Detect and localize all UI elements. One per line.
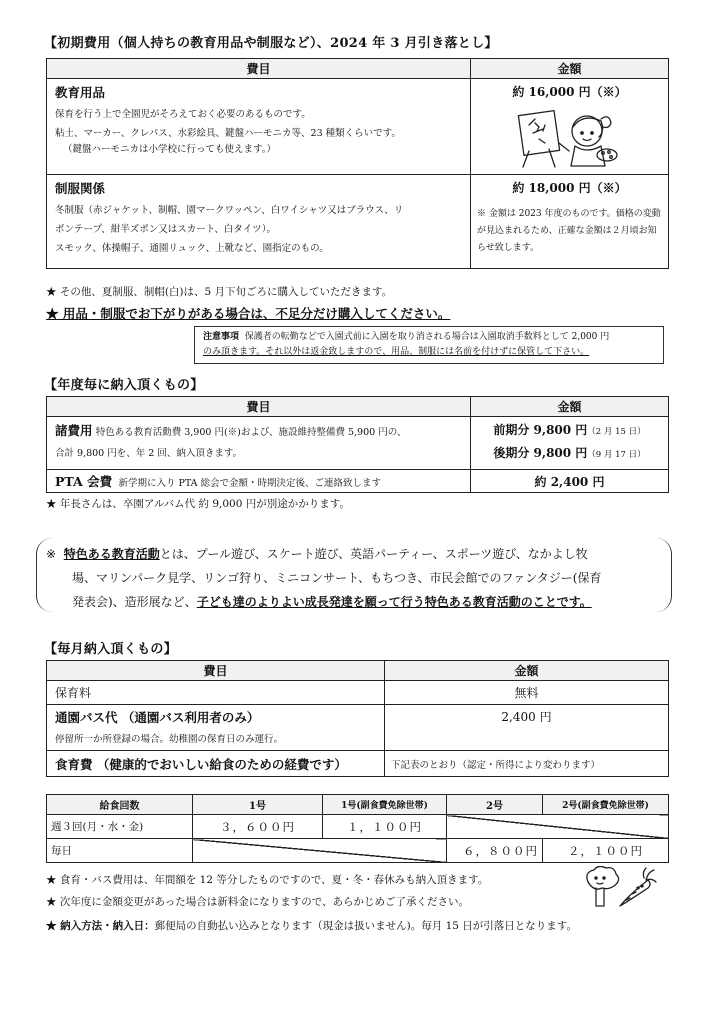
food: 食育費 （健康的でおいしい給食のための経費です） — [47, 751, 385, 777]
uniform-amount: 約 18,000 円（※） — [512, 181, 627, 195]
caution-box — [194, 326, 664, 364]
yearly-col-amount: 金額 — [471, 397, 669, 417]
bus-amount: 2,400 円 — [385, 705, 669, 751]
lunch-row1-v2: １，１００円 — [323, 815, 447, 839]
monthly-table — [46, 660, 669, 777]
activity-text — [46, 542, 666, 614]
lunch-h2: 1号(副食費免除世帯) — [323, 795, 447, 815]
edu-line2: 粘土、マーカー、クレパス、水彩絵具、鍵盤ハーモニカ等、23 種類くらいです。 — [55, 128, 401, 139]
lunch-row1-na — [447, 815, 669, 839]
initial-table — [46, 58, 669, 269]
uniform-line1: 冬制服（赤ジャケット、制帽、園マークワッペン、白ワイシャツ又はブラウス、リ — [55, 205, 404, 216]
caution-text1: 保護者の転勤などで入園式前に入園を取り消される場合は入園取消手数料として 2,000 円 — [244, 332, 610, 342]
note2: ★ 次年度に金額変更があった場合は新料金になりますので、あらかじめご了承ください。 — [46, 896, 470, 908]
shohi-title: 諸費用 — [55, 423, 93, 438]
yearly-heading: 【年度毎に納入頂くもの】 — [44, 378, 204, 393]
painter-child-illustration — [515, 103, 625, 169]
uniform-title: 制服関係 — [55, 181, 106, 196]
lunch-table — [46, 794, 669, 863]
pta-amount: 約 2,400 円 — [471, 470, 669, 493]
uniform-line2: ボンテープ、紺半ズボン又はスカート、白タイツ）。 — [55, 224, 276, 235]
hoiku: 保育料 — [47, 681, 385, 705]
uniform-amount-cell — [471, 175, 669, 269]
yearly-col-item: 費目 — [47, 397, 471, 417]
edu-amount: 約 16,000 円（※） — [512, 85, 627, 99]
edu-cell — [47, 79, 471, 175]
bus-note: 停留所一か所登録の場合。幼稚園の保育日のみ運行。 — [55, 734, 284, 745]
pta-cell — [47, 470, 471, 493]
lunch-h4: 2号(副食費免除世帯) — [543, 795, 669, 815]
uniform-line3: スモック、体操帽子、通園リュック、上靴など、園指定のもの。 — [55, 243, 329, 254]
uniform-note: ※ 金額は 2023 年度のものです。価格の変動が見込まれるため、正確な金額は２月頃お知らせ致します。 — [477, 209, 661, 253]
yearly-table — [46, 396, 669, 493]
activity-text1: とは、プール遊び、スケート遊び、英語パーティー、スポーツ遊び、なかよし牧 — [159, 547, 588, 561]
vegetables-illustration — [582, 866, 658, 910]
pta-title: PTA 会費 — [55, 474, 113, 489]
shohi-line1: 特色ある教育活動費 3,900 円(※)および、施設維持整備費 5,900 円の、 — [95, 427, 407, 438]
lunch-h0: 給食回数 — [47, 795, 193, 815]
shohi-amount-cell — [471, 417, 669, 470]
caution-label: 注意事項 — [203, 332, 240, 342]
shohi-cell — [47, 417, 471, 470]
activity-text2: 場、マリンパーク見学、リンゴ狩り、ミニコンサート、もちつき、市民会館でのファンタジー(保育 — [72, 571, 602, 585]
edu-amount-cell — [471, 79, 669, 175]
activity-term: 特色ある教育活動 — [63, 547, 160, 561]
activity-text3a: 発表会)、造形展など、 — [72, 595, 197, 609]
note3-label: ★ 納入方法・納入日： — [46, 920, 155, 932]
lunch-row2-label: 毎日 — [47, 839, 193, 863]
first-half: 前期分 9,800 円 — [493, 423, 588, 437]
lunch-row2-v3: ６，８００円 — [447, 839, 543, 863]
first-date: （2 月 15 日） — [587, 427, 646, 437]
edu-title: 教育用品 — [55, 85, 106, 100]
bus: 通園バス代 （通園バス利用者のみ） — [55, 710, 260, 725]
food-amount: 下記表のとおり（認定・所得により変わります） — [385, 751, 669, 777]
uniform-cell — [47, 175, 471, 269]
lunch-row1-label: 週３回(月・水・金) — [47, 815, 193, 839]
hoiku-amount: 無料 — [385, 681, 669, 705]
note3-text: 郵便局の自動払い込みとなります（現金は扱いません)。毎月 15 日が引落日となります。 — [154, 920, 577, 932]
monthly-heading: 【毎月納入頂くもの】 — [44, 642, 178, 657]
bus-cell — [47, 705, 385, 751]
lunch-h3: 2号 — [447, 795, 543, 815]
monthly-col-amount: 金額 — [385, 661, 669, 681]
shohi-line2: 合計 9,800 円を、年 2 回、納入頂きます。 — [55, 448, 243, 459]
activity-text3b: 子ども達のよりよい成長発達を願って行う特色ある教育活動のことです。 — [196, 595, 592, 609]
lunch-h1: 1号 — [193, 795, 323, 815]
yearly-star: ★ 年長さんは、卒園アルバム代 約 9,000 円が別途かかります。 — [46, 498, 350, 510]
col-item: 費目 — [47, 59, 471, 79]
initial-star2: ★ 用品・制服でお下がりがある場合は、不足分だけ購入してください。 — [46, 306, 451, 321]
initial-heading: 【初期費用（個人持ちの教育用品や制服など）、2024 年 3 月引き落とし】 — [44, 36, 498, 51]
edu-line3: （鍵盤ハーモニカは小学校に行っても使えます。） — [63, 144, 276, 155]
monthly-col-item: 費目 — [47, 661, 385, 681]
caution-text2: のみ頂きます。それ以外は返金致しますので、用品、制服には名前を付けずに保管して下さい。 — [203, 347, 590, 357]
col-amount: 金額 — [471, 59, 669, 79]
note1: ★ 食育・バス費用は、年間額を 12 等分したものですので、夏・冬・春休みも納入頂きます。 — [46, 874, 489, 886]
pta-desc: 新学期に入り PTA 総会で金額・時期決定後、ご連絡致します — [118, 478, 382, 489]
initial-star1: ★ その他、夏制服、制帽(白)は、5 月下旬ごろに購入していただきます。 — [46, 286, 393, 298]
lunch-row2-na — [193, 839, 447, 863]
second-half: 後期分 9,800 円 — [493, 446, 588, 460]
edu-line1: 保育を行う上で全園児がそろえておく必要のあるものです。 — [55, 109, 311, 120]
lunch-row1-v1: ３，６００円 — [193, 815, 323, 839]
activity-mark: ※ — [46, 547, 57, 561]
lunch-row2-v4: ２，１００円 — [543, 839, 669, 863]
second-date: （9 月 17 日） — [587, 450, 646, 460]
